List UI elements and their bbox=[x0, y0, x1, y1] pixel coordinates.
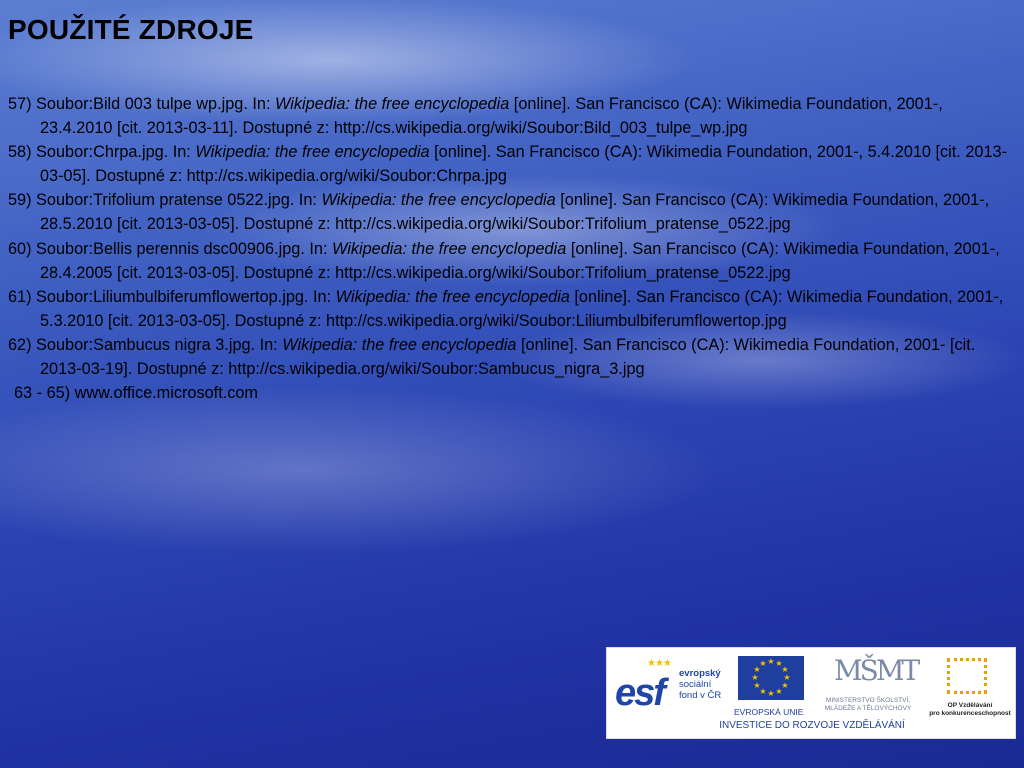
svg-text:★: ★ bbox=[759, 687, 767, 696]
reference-item bbox=[8, 140, 1008, 188]
op-frame-icon bbox=[947, 658, 987, 694]
msmt-logo bbox=[812, 654, 924, 724]
reference-text: [online]. San Francisco (CA): Wikimedia Foundation, 2001-, 23.4.2010 [cit. 2013-03-11]. Dostupné z: http://cs.wikipedia.org/wiki/Soubor:Bild_003_tulpe_wp.jpg bbox=[40, 95, 943, 138]
eu-flag-icon bbox=[738, 656, 804, 700]
esf-mark: esf bbox=[615, 672, 664, 714]
reference-text: 59) Soubor:Trifolium pratense 0522.jpg. In: bbox=[8, 191, 322, 210]
svg-text:★: ★ bbox=[753, 681, 761, 690]
reference-text: 61) Soubor:Liliumbulbiferumflowertop.jpg. In: bbox=[8, 287, 336, 306]
esf-line: fond v ČR bbox=[679, 690, 722, 701]
reference-text: [online]. San Francisco (CA): Wikimedia Foundation, 2001-, 5.3.2010 [cit. 2013-03-05]. Dostupné z: http://cs.wikipedia.org/wiki/Soubor:Liliumbulbiferumflowertop.jpg bbox=[40, 287, 1004, 330]
funding-logos-bar bbox=[606, 647, 1016, 739]
reference-item bbox=[8, 92, 1008, 140]
reference-item bbox=[8, 237, 1008, 285]
reference-source: Wikipedia: the free encyclopedia bbox=[335, 287, 570, 306]
svg-text:★: ★ bbox=[783, 673, 791, 682]
eu-logo bbox=[738, 656, 804, 706]
svg-text:★: ★ bbox=[781, 665, 789, 674]
svg-text:★: ★ bbox=[767, 657, 775, 666]
reference-text: 57) Soubor:Bild 003 tulpe wp.jpg. In: bbox=[8, 95, 276, 113]
msmt-line: MLÁDEŽE A TĚLOVÝCHOVY bbox=[824, 705, 912, 712]
esf-line: evropský bbox=[679, 668, 721, 679]
esf-line: sociální bbox=[679, 679, 712, 690]
svg-text:★: ★ bbox=[775, 659, 783, 668]
page-title: POUŽITÉ ZDROJE bbox=[8, 14, 254, 45]
svg-text:★: ★ bbox=[767, 689, 775, 698]
reference-source: Wikipedia: the free encyclopedia bbox=[195, 143, 430, 162]
reference-text: [online]. San Francisco (CA): Wikimedia Foundation, 2001-, 5.4.2010 [cit. 2013-03-05]. Dostupné z: http://cs.wikipedia.org/wiki/Soubor:Chrpa.jpg bbox=[40, 143, 1007, 186]
reference-item bbox=[8, 188, 1008, 236]
op-line: pro konkurenceschopnost bbox=[929, 710, 1011, 717]
reference-item bbox=[8, 285, 1008, 333]
reference-text: [online]. San Francisco (CA): Wikimedia Foundation, 2001-, 28.5.2010 [cit. 2013-03-05]. Dostupné z: http://cs.wikipedia.org/wiki/Soubor:Trifolium_pratense_0522.jpg bbox=[40, 191, 990, 234]
svg-text:★: ★ bbox=[781, 681, 789, 690]
reference-text: 62) Soubor:Sambucus nigra 3.jpg. In: bbox=[8, 335, 283, 354]
reference-source: Wikipedia: the free encyclopedia bbox=[332, 239, 567, 258]
investment-tagline: INVESTICE DO ROZVOJE VZDĚLÁVÁNÍ bbox=[719, 720, 905, 731]
svg-text:★: ★ bbox=[753, 665, 761, 674]
eu-stars-icon bbox=[738, 656, 804, 700]
star-icon: ★★★ bbox=[647, 658, 671, 669]
msmt-mark: MŠMT bbox=[834, 654, 918, 687]
msmt-caption bbox=[812, 697, 924, 713]
reference-source: Wikipedia: the free encyclopedia bbox=[282, 335, 517, 354]
op-caption bbox=[929, 702, 1011, 718]
reference-text: [online]. San Francisco (CA): Wikimedia Foundation, 2001-, 28.4.2005 [cit. 2013-03-05]. Dostupné z: http://cs.wikipedia.org/wiki/Soubor:Trifolium_pratense_0522.jpg bbox=[40, 239, 1000, 282]
reference-item bbox=[8, 333, 1008, 381]
reference-text: 60) Soubor:Bellis perennis dsc00906.jpg. In: bbox=[8, 239, 333, 258]
svg-text:★: ★ bbox=[751, 673, 759, 682]
op-line: OP Vzdělávání bbox=[947, 702, 993, 709]
svg-text:★: ★ bbox=[775, 687, 783, 696]
reference-source: Wikipedia: the free encyclopedia bbox=[321, 191, 556, 210]
references-list bbox=[8, 92, 1008, 405]
msmt-line: MINISTERSTVO ŠKOLSTVÍ, bbox=[825, 697, 911, 704]
eu-label: EVROPSKÁ UNIE bbox=[734, 707, 804, 717]
reference-source: Wikipedia: the free encyclopedia bbox=[275, 95, 510, 113]
op-logo bbox=[929, 656, 1011, 726]
svg-text:★: ★ bbox=[759, 659, 767, 668]
reference-item: 63 - 65) www.office.microsoft.com bbox=[14, 384, 258, 403]
esf-caption bbox=[679, 668, 721, 701]
reference-text: 58) Soubor:Chrpa.jpg. In: bbox=[8, 143, 196, 162]
esf-logo bbox=[615, 656, 733, 716]
reference-text: [online]. San Francisco (CA): Wikimedia Foundation, 2001- [cit. 2013-03-19]. Dostupné z: http://cs.wikipedia.org/wiki/Soubor:Sambucus_nigra_3.jpg bbox=[40, 335, 976, 379]
